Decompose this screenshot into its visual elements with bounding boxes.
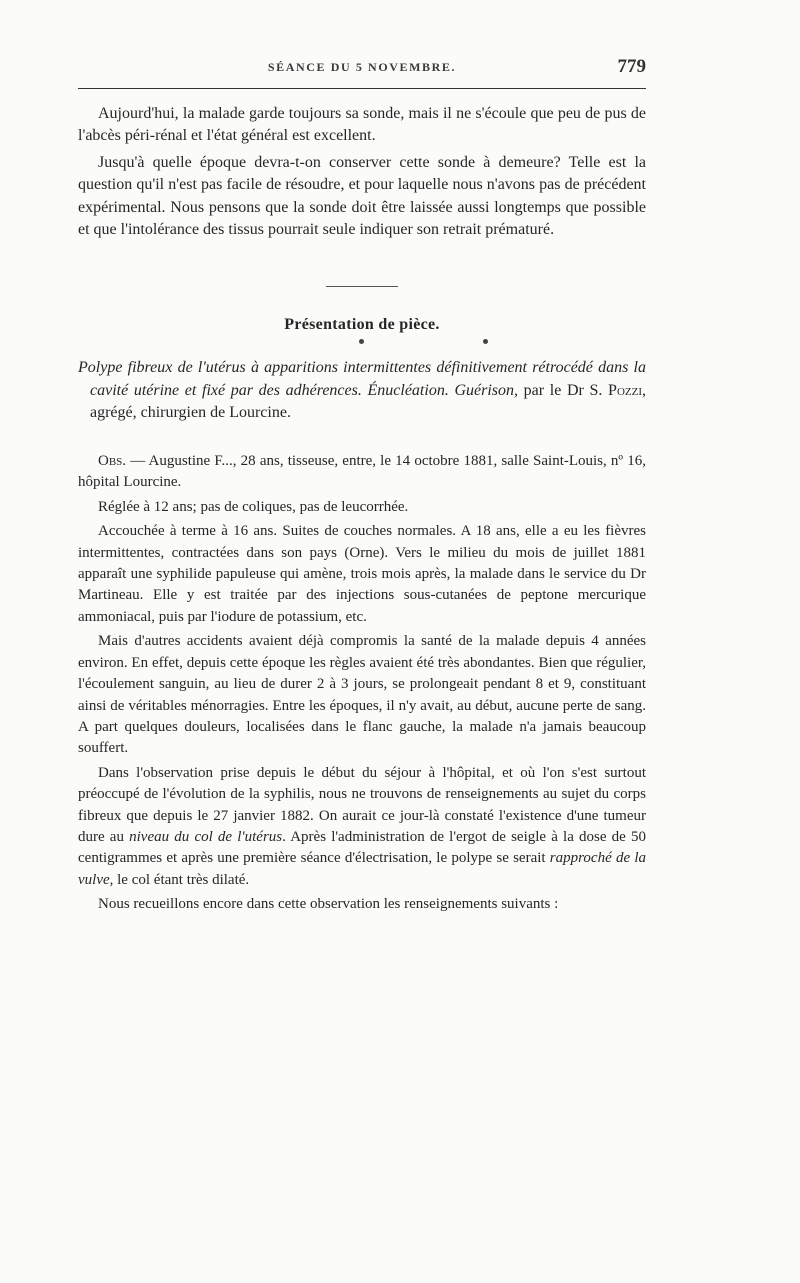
- abstract-dr: Dr: [566, 381, 584, 399]
- paragraph-emphasis: rapproché de la vulve: [78, 850, 646, 888]
- paragraph-observation-fibreux: [78, 763, 646, 891]
- observation-intro: [78, 451, 646, 494]
- section-divider: [326, 286, 398, 287]
- paragraph-accouchee: Accouchée à terme à 16 ans. Suites de couches normales. A 18 ans, elle a eu les fièvres intermittentes, contractées dans son pays (Orne). Vers le milieu du mois de juillet 1881 apparaît une syphilide papuleuse qui amène, trois mois après, la malade dans le service du Dr Martineau. Elle y est traitée par des injections sous-cutanées de peptone mercurique ammoniacal, puis par l'iodure de potassium, etc.: [78, 523, 646, 625]
- abstract-title: Polype fibreux de l'utérus à apparitions intermittentes définitivement rétrocédé dans la cavité utérine et fixé par des adhérences. Énucléation. Guérison,: [78, 359, 646, 399]
- running-head-title: SÉANCE DU 5 NOVEMBRE.: [267, 60, 457, 74]
- paragraph-text: Dans l'observation prise depuis le début du séjour à l'hôpital, et où l'on s'est surtout préoccupé de l'évolution de la syphilis, nous ne trouvons de renseignements au sujet du corps fibreux que depuis le 27 janvier 1882. On aurait ce jour-là constaté l'existence d'une tumeur dure au: [78, 764, 646, 845]
- section-title: Présentation de pièce.: [284, 316, 440, 334]
- paragraph-accidents: Mais d'autres accidents avaient déjà compromis la santé de la malade depuis 4 années environ. En effet, depuis cette époque les règles avaient été très abondantes. Bien que régulier, l'écoulement sanguin, au lieu de durer 2 à 3 jours, se prolongeait pendant 8 et 9, constituant ainsi de véritables ménorragies. Entre les époques, il n'y avait, au début, aucune perte de sang. A part quelques douleurs, localisées dans le flanc gauche, la malade n'a jamais beaucoup souffert.: [78, 633, 646, 757]
- observation-intro-text: — Augustine F..., 28 ans, tisseuse, entre, le 14 octobre 1881, salle Saint-Louis, nº 16, hôpital Lourcine.: [78, 453, 646, 491]
- abstract-by: par le: [518, 381, 567, 399]
- abstract-author-name: Pozzi: [608, 381, 642, 399]
- paragraph-renseignements: Nous recueillons encore dans cette observation les renseignements suivants :: [98, 896, 559, 913]
- ornament-marks: [78, 336, 646, 352]
- paragraph-text: . Après l'administration de l'ergot de seigle à la dose de 50 centigrammes et après une première séance d'électrisation, le polype se serait: [78, 828, 647, 867]
- case-abstract: [78, 357, 646, 424]
- running-head: [78, 52, 646, 89]
- paragraph-emphasis: niveau du col de l'utérus: [129, 828, 283, 845]
- body-text: [78, 103, 646, 916]
- spacer: [78, 424, 646, 451]
- abstract-affiliation: , agrégé, chirurgien de Lourcine.: [90, 381, 646, 421]
- paragraph-sonde-question: Jusqu'à quelle époque devra-t-on conserver cette sonde à demeure? Telle est la question qu'il n'est pas facile de résoudre, et pour laquelle nous n'avons pas de précédent expérimental. Nous pensons que la sonde doit être laissée aussi longtemps que possible et que l'intolérance des tissus pourrait seule indiquer son retrait prématuré.: [78, 153, 646, 239]
- abstract-author-initial: S.: [583, 381, 609, 399]
- page-number: 779: [617, 56, 646, 77]
- paragraph-text: , le col étant très dilaté.: [109, 871, 250, 888]
- ornament-dot: [359, 339, 364, 344]
- paragraph-reglee: Réglée à 12 ans; pas de coliques, pas de leucorrhée.: [98, 498, 409, 515]
- observation-label: Obs.: [98, 453, 127, 470]
- observation-block: [78, 451, 646, 916]
- ornament-dot: [483, 339, 488, 344]
- document-page: [78, 52, 646, 916]
- paragraph-sonde-status: Aujourd'hui, la malade garde toujours sa sonde, mais il ne s'écoule que peu de pus de l'abcès péri-rénal et l'état général est excellent.: [78, 105, 646, 145]
